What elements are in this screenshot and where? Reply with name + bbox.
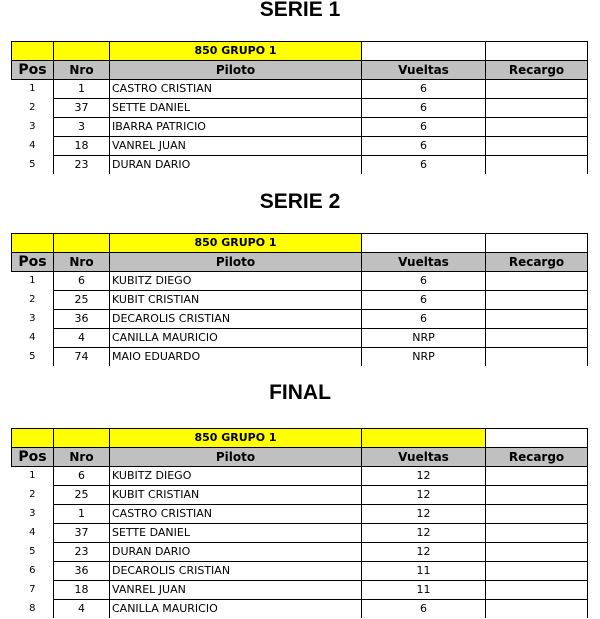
table-row	[12, 505, 588, 524]
piloto-cell: IBARRA PATRICIO	[110, 118, 362, 137]
table-row	[12, 137, 588, 156]
recargo-cell	[486, 291, 588, 310]
piloto-cell: SETTE DANIEL	[110, 524, 362, 543]
pos-cell: 8	[29, 602, 36, 614]
nro-cell: 6	[54, 272, 110, 291]
pos-cell: 2	[29, 294, 36, 305]
piloto-cell: CANILLA MAURICIO	[110, 329, 362, 348]
group-label: 850 GRUPO 1	[110, 42, 362, 61]
pos-cell: 6	[29, 565, 36, 576]
table-row	[12, 329, 588, 348]
table-row	[12, 118, 588, 137]
table-row	[12, 543, 588, 562]
table-row	[12, 562, 588, 581]
nro-cell: 25	[54, 291, 110, 310]
vueltas-cell: 6	[362, 80, 486, 99]
recargo-cell	[486, 600, 588, 619]
piloto-cell: CANILLA MAURICIO	[110, 600, 362, 619]
pos-cell: 3	[29, 313, 36, 324]
col-header-nro: Nro	[54, 61, 110, 80]
col-header-vueltas: Vueltas	[362, 253, 486, 272]
table-row	[12, 99, 588, 118]
pos-cell: 4	[29, 332, 36, 343]
group-row	[12, 429, 588, 448]
nro-cell: 36	[54, 310, 110, 329]
piloto-cell: KUBIT CRISTIAN	[110, 486, 362, 505]
col-header-pos: Pos	[12, 448, 54, 467]
recargo-cell	[486, 99, 588, 118]
vueltas-cell: 12	[362, 486, 486, 505]
col-header-piloto: Piloto	[110, 253, 362, 272]
recargo-cell	[486, 543, 588, 562]
final-table	[11, 428, 588, 618]
serie-2-table	[11, 233, 588, 366]
piloto-cell: VANREL JUAN	[110, 581, 362, 600]
pos-cell: 1	[29, 83, 36, 95]
pos-cell: 2	[29, 102, 36, 113]
col-header-recargo: Recargo	[486, 253, 588, 272]
table-row	[12, 348, 588, 367]
table-row	[12, 524, 588, 543]
vueltas-cell: 6	[362, 272, 486, 291]
nro-cell: 4	[54, 329, 110, 348]
recargo-cell	[486, 137, 588, 156]
vueltas-cell: 12	[362, 524, 486, 543]
nro-cell: 1	[54, 80, 110, 99]
vueltas-cell: 12	[362, 467, 486, 486]
vueltas-cell: 6	[362, 310, 486, 329]
piloto-cell: KUBIT CRISTIAN	[110, 291, 362, 310]
table-row	[12, 486, 588, 505]
vueltas-cell: 11	[362, 562, 486, 581]
col-header-piloto: Piloto	[110, 448, 362, 467]
recargo-cell	[486, 118, 588, 137]
table-row	[12, 272, 588, 291]
recargo-cell	[486, 562, 588, 581]
nro-cell: 37	[54, 99, 110, 118]
serie-2-title: SERIE 2	[259, 190, 341, 213]
vueltas-cell: 6	[362, 118, 486, 137]
pos-cell: 7	[29, 584, 36, 595]
piloto-cell: VANREL JUAN	[110, 137, 362, 156]
nro-cell: 4	[54, 600, 110, 619]
pos-cell: 1	[29, 275, 36, 287]
group-label: 850 GRUPO 1	[110, 429, 362, 448]
piloto-cell: DURAN DARIO	[110, 543, 362, 562]
header-row	[12, 448, 588, 467]
recargo-cell	[486, 80, 588, 99]
vueltas-cell: 6	[362, 291, 486, 310]
col-header-recargo: Recargo	[486, 61, 588, 80]
nro-cell: 25	[54, 486, 110, 505]
pos-cell: 2	[29, 489, 36, 500]
piloto-cell: DURAN DARIO	[110, 156, 362, 175]
recargo-cell	[486, 486, 588, 505]
pos-cell: 3	[29, 121, 36, 132]
col-header-vueltas: Vueltas	[362, 61, 486, 80]
vueltas-cell: 6	[362, 99, 486, 118]
recargo-cell	[486, 272, 588, 291]
col-header-pos: Pos	[12, 61, 54, 80]
table-row	[12, 310, 588, 329]
nro-cell: 37	[54, 524, 110, 543]
pos-cell: 3	[29, 508, 36, 519]
recargo-cell	[486, 505, 588, 524]
group-label: 850 GRUPO 1	[110, 234, 362, 253]
nro-cell: 18	[54, 137, 110, 156]
group-row	[12, 234, 588, 253]
vueltas-cell: 11	[362, 581, 486, 600]
pos-cell: 5	[29, 350, 36, 362]
vueltas-cell: 12	[362, 543, 486, 562]
piloto-cell: KUBITZ DIEGO	[110, 467, 362, 486]
serie-1-table	[11, 41, 588, 174]
header-row	[12, 61, 588, 80]
vueltas-cell: NRP	[362, 348, 486, 367]
vueltas-cell: NRP	[362, 329, 486, 348]
vueltas-cell: 6	[362, 600, 486, 619]
nro-cell: 36	[54, 562, 110, 581]
recargo-cell	[486, 348, 588, 367]
nro-cell: 6	[54, 467, 110, 486]
col-header-vueltas: Vueltas	[362, 448, 486, 467]
nro-cell: 1	[54, 505, 110, 524]
table-row	[12, 156, 588, 175]
table-row	[12, 600, 588, 619]
piloto-cell: KUBITZ DIEGO	[110, 272, 362, 291]
col-header-nro: Nro	[54, 448, 110, 467]
table-row	[12, 80, 588, 99]
piloto-cell: DECAROLIS CRISTIAN	[110, 310, 362, 329]
vueltas-cell: 12	[362, 505, 486, 524]
nro-cell: 18	[54, 581, 110, 600]
piloto-cell: CASTRO CRISTIAN	[110, 505, 362, 524]
nro-cell: 74	[54, 348, 110, 367]
recargo-cell	[486, 524, 588, 543]
table-row	[12, 581, 588, 600]
recargo-cell	[486, 467, 588, 486]
header-row	[12, 253, 588, 272]
recargo-cell	[486, 156, 588, 175]
recargo-cell	[486, 310, 588, 329]
nro-cell: 23	[54, 156, 110, 175]
col-header-piloto: Piloto	[110, 61, 362, 80]
nro-cell: 23	[54, 543, 110, 562]
col-header-nro: Nro	[54, 253, 110, 272]
pos-cell: 4	[29, 140, 36, 151]
vueltas-cell: 6	[362, 137, 486, 156]
vueltas-cell: 6	[362, 156, 486, 175]
group-row	[12, 42, 588, 61]
pos-cell: 5	[29, 158, 36, 170]
piloto-cell: CASTRO CRISTIAN	[110, 80, 362, 99]
table-row	[12, 291, 588, 310]
piloto-cell: SETTE DANIEL	[110, 99, 362, 118]
nro-cell: 3	[54, 118, 110, 137]
serie-1-title: SERIE 1	[259, 0, 341, 21]
pos-cell: 5	[29, 546, 36, 557]
table-row	[12, 467, 588, 486]
recargo-cell	[486, 581, 588, 600]
col-header-pos: Pos	[12, 253, 54, 272]
pos-cell: 1	[29, 470, 36, 482]
piloto-cell: DECAROLIS CRISTIAN	[110, 562, 362, 581]
final-title: FINAL	[269, 381, 331, 404]
col-header-recargo: Recargo	[486, 448, 588, 467]
pos-cell: 4	[29, 527, 36, 538]
recargo-cell	[486, 329, 588, 348]
piloto-cell: MAIO EDUARDO	[110, 348, 362, 367]
